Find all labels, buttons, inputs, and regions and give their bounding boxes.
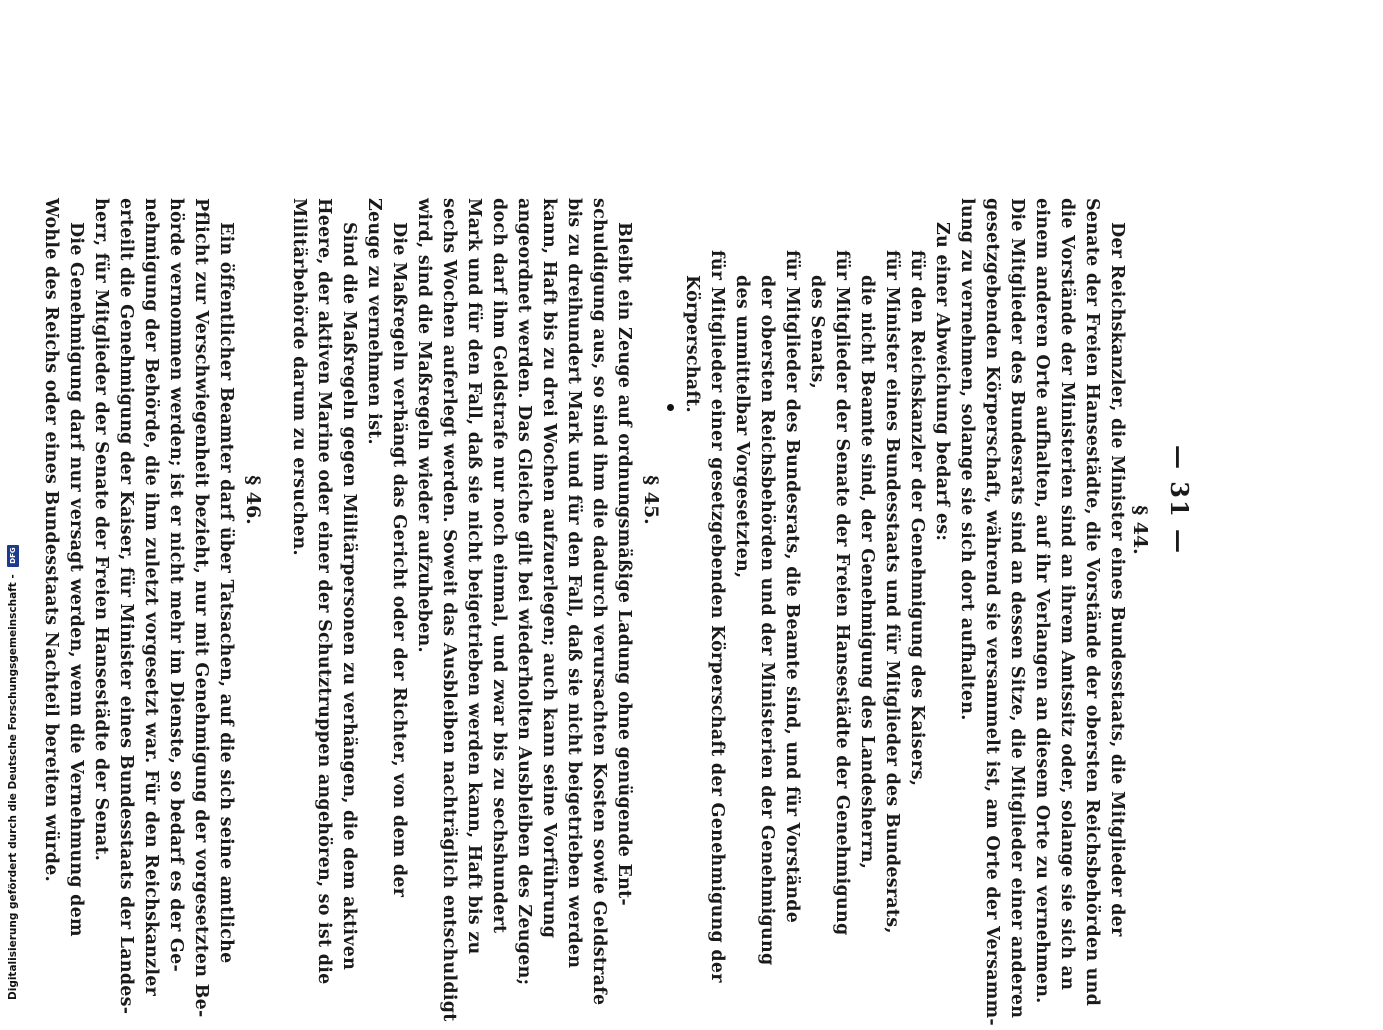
dfg-logo: DFG bbox=[7, 545, 19, 567]
page-number: — 31 — bbox=[1165, 444, 1194, 556]
list-item: für Minister eines Bundesstaats und für Mitglieder des Bundesrats, bbox=[882, 250, 902, 934]
section-heading-44: § 44. bbox=[1129, 505, 1151, 555]
text-line: Wohle des Reichs oder eines Bundesstaats Nachteil bereiten würde. bbox=[41, 198, 61, 882]
text-line: Die Mitglieder des Bundesrats sind an dessen Sitze, die Mitglieder einer anderen bbox=[1007, 198, 1027, 1019]
text-line: Senate der Freien Hansestädte, die Vorstände der obersten Reichsbehörden und bbox=[1082, 198, 1102, 1007]
text-line: Sind die Maßregeln gegen Militärpersonen zu verhängen, die dem aktiven bbox=[339, 222, 359, 971]
text-line: angeordnet werden. Das Gleiche gilt bei wiederholten Ausbleiben des Zeugen; bbox=[514, 198, 534, 986]
text-line: schuldigung aus, so sind ihm die dadurch verursachten Kosten sowie Geldstrafe bbox=[589, 198, 609, 1006]
text-line: Die Maßregeln verhängt das Gericht oder der Richter, von dem der bbox=[389, 222, 409, 898]
text-line: sechs Wochen auferlegt werden. Soweit das Ausbleiben nachträglich entschuldigt bbox=[439, 198, 459, 1022]
list-item: für den Reichskanzler der Genehmigung des Kaisers, bbox=[907, 250, 927, 787]
list-item: des unmittelbar Vorgesetzten, bbox=[732, 275, 752, 579]
text-line: gesetzgebenden Körperschaft, während sie versammelt ist, am Orte der Versamm- bbox=[982, 198, 1002, 1026]
text-line: doch darf ihm Geldstrafe nur noch einmal, und zwar bis zu sechshundert bbox=[489, 198, 509, 934]
section-heading-46: § 46. bbox=[242, 475, 264, 525]
text-line: Die Genehmigung darf nur versagt werden, wenn die Vernehmung dem bbox=[66, 222, 86, 937]
text-line: Pflicht zur Verschwiegenheit bezieht, nur mit Genehmigung der vorgesetzten Be- bbox=[191, 198, 211, 1018]
section-heading-45: § 45. bbox=[640, 475, 662, 525]
list-item: Körperschaft. bbox=[682, 275, 702, 413]
text-line: Heere, der aktiven Marine oder einer der Schutztruppen angehören, so ist die bbox=[314, 198, 334, 985]
text-line: hörde vernommen werden; ist er nicht mehr im Dienste, so bedarf es der Ge- bbox=[166, 198, 186, 972]
text-line: Militärbehörde darum zu ersuchen. bbox=[289, 198, 309, 556]
text-line: erteilt die Genehmigung der Kaiser, für Minister eines Bundesstaats der Landes- bbox=[116, 198, 136, 1015]
text-line: Zu einer Abweichung bedarf es: bbox=[932, 222, 952, 542]
digitization-credit bbox=[4, 0, 22, 1000]
text-line: kann, Haft bis zu drei Wochen aufzuerlegen; auch kann seine Vorführung bbox=[539, 198, 559, 939]
text-line: Zeuge zu vernehmen ist. bbox=[364, 198, 384, 445]
text-line: Mark und für den Fall, daß sie nicht beigetrieben werden kann, Haft bis zu bbox=[464, 198, 484, 955]
text-line: Bleibt ein Zeuge auf ordnungsmäßige Ladung ohne genügende Ent- bbox=[614, 222, 634, 906]
credit-text: Digitalisierung gefördert durch die Deutsche Forschungsgemeinschaft - bbox=[7, 574, 19, 1000]
text-line: lung zu vernehmen, solange sie sich dort aufhalten. bbox=[957, 198, 977, 721]
text-line: Der Reichskanzler, die Minister eines Bundesstaats, die Mitglieder der bbox=[1107, 222, 1127, 937]
text-line: Ein öffentlicher Beamter darf über Tatsachen, auf die sich seine amtliche bbox=[216, 222, 236, 964]
list-item: der obersten Reichsbehörden und der Ministerien der Genehmigung bbox=[757, 275, 777, 966]
text-line: die Vorstände der Ministerien sind an ihrem Amtssitz oder, solange sie sich an bbox=[1057, 198, 1077, 991]
list-item: die nicht Beamte sind, der Genehmigung des Landesherrn, bbox=[857, 275, 877, 870]
text-line: herr, für Mitglieder der Senate der Freien Hansestädte der Senat. bbox=[91, 198, 111, 862]
list-item: für Mitglieder des Bundesrats, die Beamte sind, und für Vorstände bbox=[782, 250, 802, 924]
text-line: wird, sind die Maßregeln wieder aufzuheben. bbox=[414, 198, 434, 653]
text-line: einem anderen Orte aufhalten, auf ihr Verlangen an diesem Orte zu vernehmen. bbox=[1032, 198, 1052, 1004]
text-line: bis zu dreihundert Mark und für den Fall, daß sie nicht beigetrieben werden bbox=[564, 198, 584, 969]
list-item: des Senats, bbox=[807, 275, 827, 389]
bullet-mark bbox=[667, 404, 674, 411]
list-item: für Mitglieder einer gesetzgebenden Körperschaft der Genehmigung der bbox=[707, 250, 727, 983]
text-line: nehmigung der Behörde, die ihm zuletzt vorgesetzt war. Für den Reichskanzler bbox=[141, 198, 161, 997]
list-item: für Mitglieder der Senate der Freien Hansestädte der Genehmigung bbox=[832, 250, 852, 936]
